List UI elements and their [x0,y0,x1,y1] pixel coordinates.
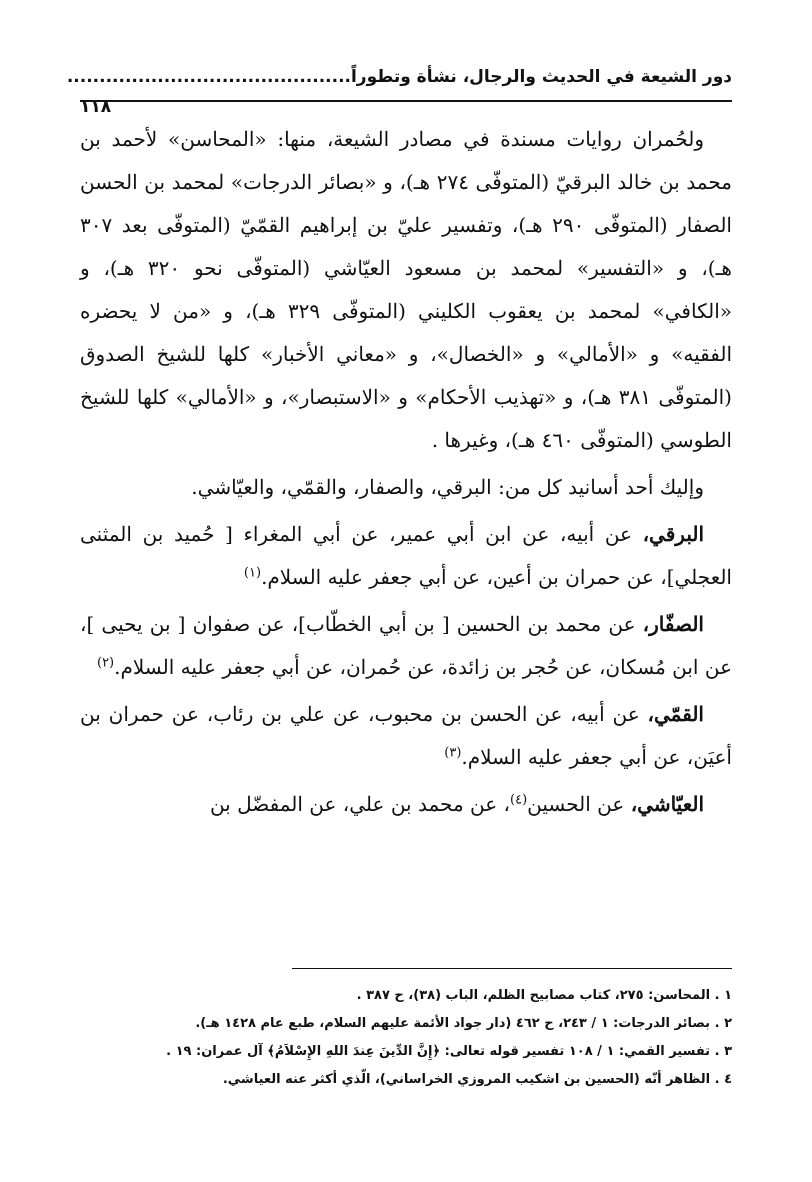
chain-name-barqi: البرقي، [642,522,704,546]
isnad-saffar [80,603,732,689]
footnote-mark-1[interactable]: (١) [243,565,262,581]
footnote-1: ١ . المحاسن: ٢٧٥، كتاب مصابيح الظلم، الباب (٣٨)، ح ٣٨٧ . [356,988,732,1003]
running-head [66,62,732,117]
footnote-mark-2[interactable]: (٢) [96,655,115,671]
footnote-mark-3[interactable]: (٣) [444,745,462,761]
intro-paragraph: ولحُمران روايات مسندة في مصادر الشيعة، منها: «المحاسن» لأحمد بن محمد بن خالد البرقيّ (المتوفّى ٢٧٤ هـ)، و «بصائر الدرجات» لمحمد بن الحسن الصفار (المتوفّى ٢٩٠ هـ)، وتفسير عليّ بن إبراهيم القمّيّ (المتوفّى بعد ٣٠٧ هـ)، و «التفسير» لمحمد بن مسعود العيّاشي (المتوفّى نحو ٣٢٠ هـ)، و «الكافي» لمحمد بن يعقوب الكليني (المتوفّى ٣٢٩ هـ)، و «من لا يحضره الفقيه» و «الأمالي» و «الخصال»، و «معاني الأخبار» كلها للشيخ الصدوق (المتوفّى ٣٨١ هـ)، و «تهذيب الأحكام» و «الاستبصار»، و «الأمالي» كلها للشيخ الطوسي (المتوفّى ٤٦٠ هـ)، وغيرها . [80,127,733,452]
isnad-ayyashi [80,783,732,826]
footnote-3: ٣ . تفسير القمي: ١ / ١٠٨ تفسير قوله تعالى: ﴿إِنَّ الدِّينَ عِندَ اللهِ الإِسْلاَمُ﴾ آل عمران: ١٩ . [166,1044,732,1059]
chain-text-ayyashi-before: عن الحسين [527,792,631,816]
page-number: ١١٨ [80,97,112,117]
running-head-title: دور الشيعة في الحديث والرجال، نشأة وتطوراً [350,67,732,87]
header-rule [80,100,732,102]
isnad-barqi [80,513,732,599]
footnote-mark-4[interactable]: (٤) [510,792,528,808]
chain-name-qummi: القمّي، [647,702,704,726]
chain-text-ayyashi-after: ، عن محمد بن علي، عن المفضّل بن [209,792,510,816]
chain-text-qummi: عن أبيه، عن الحسن بن محبوب، عن علي بن رئاب، عن حمران بن أعيَن، عن أبي جعفر عليه السلام. [80,702,732,769]
running-head-dots: ............................................ [66,67,351,87]
body-text [80,118,732,830]
footnote-2: ٢ . بصائر الدرجات: ١ / ٢٤٣، ح ٤٦٢ (دار جواد الأئمة عليهم السلام، طبع عام ١٤٢٨ هـ). [195,1016,732,1031]
chain-text-barqi: عن أبيه، عن ابن أبي عمير، عن أبي المغراء [ حُميد بن المثنى العجلي]، عن حمران بن أعين، عن أبي جعفر عليه السلام. [80,522,732,589]
lead-in-paragraph: وإليك أحد أسانيد كل من: البرقي، والصفار، والقمّي، والعيّاشي. [191,475,704,499]
chain-name-ayyashi: العيّاشي، [630,792,704,816]
chain-name-saffar: الصفّار، [642,612,704,636]
isnad-qummi [80,693,732,779]
chain-text-saffar: عن محمد بن الحسين [ بن أبي الخطّاب]، عن صفوان [ بن يحيى ]، عن ابن مُسكان، عن حُجر بن زائدة، عن حُمران، عن أبي جعفر عليه السلام. [80,612,732,679]
footnote-4: ٤ . الظاهر أنّه (الحسين بن اشكيب المروزي الخراساني)، الّذي أكثر عنه العياشي. [222,1072,732,1087]
footnotes [80,982,732,1094]
footnote-rule [292,968,732,969]
